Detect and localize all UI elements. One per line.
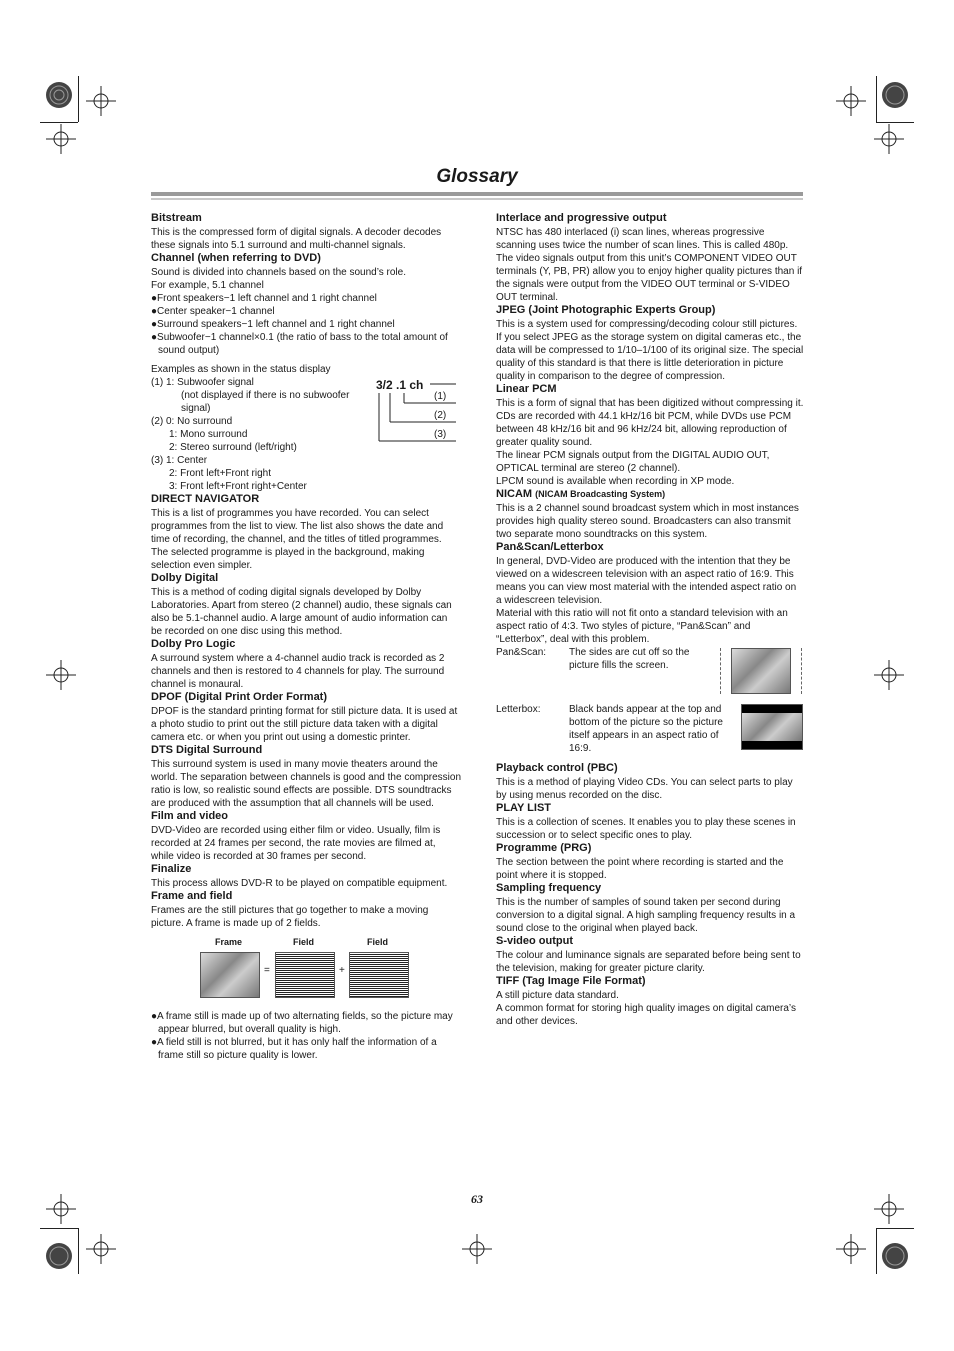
panscan-label: Pan&Scan: — [496, 647, 547, 658]
panscan-frame — [720, 648, 802, 694]
bullet-item: ●Front speakers−1 left channel and 1 right channel — [151, 293, 377, 304]
panscan-image — [731, 648, 791, 694]
entry-film-video — [151, 810, 461, 863]
entry-heading: DTS Digital Surround — [151, 744, 263, 756]
entry-dolby-pro-logic — [151, 638, 461, 691]
bullet-item: ●Center speaker−1 channel — [151, 306, 275, 317]
crosshair-icon — [46, 660, 76, 690]
entry-text: This surround system is used in many movie theaters around the world. The separation between channels is good and the compression ratio is low, so realistic sound effects are possible. DTS soundtracks are produced with the assumption that all channels will be used. — [151, 759, 462, 809]
title-rule — [151, 192, 803, 196]
status-line: (3) 1: Center — [151, 455, 208, 466]
entry-heading: Frame and field — [151, 890, 233, 902]
entry-heading: Sampling frequency — [496, 882, 602, 894]
entry-panscan — [496, 541, 804, 762]
letterbox-text: Black bands appear at the top and bottom of the picture so the picture itself appears in an aspect ratio of 16:9. — [569, 704, 723, 754]
crosshair-icon — [836, 86, 866, 116]
entry-bitstream — [151, 212, 461, 252]
entry-heading: Playback control (PBC) — [496, 762, 618, 774]
bullet-item: ●Subwoofer−1 channel×0.1 (the ratio of bass to the total amount of sound output) — [151, 332, 448, 356]
letterbox-image — [742, 713, 802, 741]
entry-heading — [496, 488, 804, 501]
bullet-item: ●A field still is not blurred, but it has only half the information of a frame still so picture quality is lower. — [151, 1037, 437, 1061]
panscan-figure — [496, 646, 804, 762]
entry-text: DPOF is the standard printing format for still picture data. It is used at a photo studio to print out the still picture data taken with a digital camera etc. or when you print out using a domestic printer. — [151, 706, 458, 743]
entry-text: This is a 2 channel sound broadcast system which in most instances provides high quality stereo sound. Broadcasters can also transmit two separate mono soundtracks on this system. — [496, 503, 799, 540]
entry-text: If you select JPEG as the storage system on digital cameras etc., the data will be compressed to 1/10–1/100 of its original size. The special quality of this standard is that there is little deterioration in picture quality in comparison to the degree of compression. — [496, 332, 804, 382]
entry-heading: Programme (PRG) — [496, 842, 592, 854]
entry-dolby-digital — [151, 572, 461, 638]
entry-text: This is a list of programmes you have recorded. You can select programmes from the list to view. The list also shows the date and time of recording, the channel, and the titles of titled programmes. The selected programme is played in the background, making selection even simpler. — [151, 508, 444, 571]
entry-text: A common format for storing high quality images on digital camera’s and other devices. — [496, 1003, 796, 1027]
panscan-text: The sides are cut off so the picture fills the screen. — [569, 647, 690, 671]
field-image — [275, 952, 335, 998]
entry-play-list — [496, 802, 804, 842]
entry-heading: Dolby Pro Logic — [151, 638, 236, 650]
status-line: (1) 1: Subwoofer signal — [151, 377, 254, 388]
title-rule-thin — [151, 198, 803, 200]
entry-text: NTSC has 480 interlaced (i) scan lines, whereas progressive scanning uses twice the number of scan lines. This is called 480p. The video signals output from this unit’s COMPONENT VIDEO OUT terminals (Y, PB, PR) allow you to enjoy higher quality pictures than if the signals were output from the VIDEO OUT terminal or S-VIDEO OUT terminal. — [496, 227, 803, 303]
entry-text: LPCM sound is available when recording in XP mode. — [496, 476, 735, 487]
channel-diagram-num: (3) — [434, 429, 447, 440]
entry-text: A surround system where a 4-channel audio track is recorded as 2 channels and then is restored to 4 channels for play. The surround channel is monaural. — [151, 653, 445, 690]
entry-frame-field — [151, 890, 461, 1062]
entry-heading-sub: (NICAM Broadcasting System) — [535, 489, 666, 499]
entry-direct-navigator — [151, 493, 461, 572]
frame-image — [200, 952, 260, 998]
entry-dpof — [151, 691, 461, 744]
field-caption: Field — [293, 937, 315, 947]
entry-text: In general, DVD-Video are produced with the intention that they be viewed on a widescreen television with an aspect ratio of 16:9. This means you can view most material with the intended aspect ratio on a widescreen television. — [496, 556, 797, 606]
entry-text: The colour and luminance signals are separated before being sent to the television, making for greater picture clarity. — [496, 950, 801, 974]
entry-heading: Bitstream — [151, 212, 202, 224]
status-line: (2) 0: No surround — [151, 416, 233, 427]
page-title: Glossary — [436, 166, 518, 187]
entry-text: This process allows DVD-R to be played on compatible equipment. — [151, 878, 448, 889]
status-line: 1: Mono surround — [169, 429, 248, 440]
registration-disc-icon — [44, 80, 74, 110]
channel-diagram-num: (1) — [434, 391, 447, 402]
entry-heading: Dolby Digital — [151, 572, 219, 584]
channel-diagram — [376, 379, 458, 449]
page-number: 63 — [471, 1192, 483, 1206]
crosshair-icon — [836, 1234, 866, 1264]
crosshair-icon — [462, 1234, 492, 1264]
entry-text: This is the compressed form of digital signals. A decoder decodes these signals into 5.1 surround and multi-channel signals. — [151, 227, 442, 251]
entry-text: A still picture data standard. — [496, 990, 619, 1001]
plus-sign: + — [339, 965, 345, 976]
entry-text: This is a system used for compressing/decoding colour still pictures. — [496, 319, 798, 330]
crosshair-icon — [86, 1234, 116, 1264]
registration-disc-icon — [880, 80, 910, 110]
bullet-item: ●Surround speakers−1 left channel and 1 right channel — [151, 319, 395, 330]
equals-sign: = — [264, 965, 270, 976]
entry-dts — [151, 744, 461, 810]
status-line: 2: Front left+Front right — [169, 468, 271, 479]
entry-text: This is a method of playing Video CDs. You can select parts to play by using menus recorded on the disc. — [496, 777, 793, 801]
field-caption: Field — [367, 937, 389, 947]
entry-text: This is a form of signal that has been digitized without compressing it. CDs are recorded with 44.1 kHz/16 bit PCM, while DVDs use PCM between 48 kHz/16 bit and 96 kHz/24 bit, allowing reproduction of greater quality sound. — [496, 398, 804, 448]
entry-text: This is a collection of scenes. It enables you to play these scenes in succession or to select specific ones to play. — [496, 817, 796, 841]
frame-caption: Frame — [215, 937, 243, 947]
entry-heading: S-video output — [496, 935, 573, 947]
entry-text: The section between the point where recording is started and the point where it is stopped. — [496, 857, 784, 881]
entry-heading: Linear PCM — [496, 383, 557, 395]
left-column — [151, 212, 461, 1062]
status-line: 2: Stereo surround (left/right) — [169, 442, 297, 453]
entry-channel — [151, 252, 461, 493]
entry-svideo — [496, 935, 804, 975]
entry-text: DVD-Video are recorded using either film or video. Usually, film is recorded at 24 frames per second, the rate movies are filmed at, while video is recorded at 30 frames per second. — [151, 825, 441, 862]
entry-text: This is the number of samples of sound taken per second during conversion to a digital signal. A high sampling frequency results in a sound close to the original when played back. — [496, 897, 796, 934]
entry-heading: TIFF (Tag Image File Format) — [496, 975, 646, 987]
entry-heading: PLAY LIST — [496, 802, 552, 814]
entry-programme — [496, 842, 804, 882]
entry-sampling — [496, 882, 804, 935]
registration-disc-icon — [880, 1241, 910, 1271]
entry-linear-pcm — [496, 383, 804, 488]
entry-tiff — [496, 975, 804, 1028]
entry-heading: Film and video — [151, 810, 229, 822]
entry-heading-main: NICAM — [496, 488, 533, 500]
entry-finalize — [151, 863, 461, 890]
entry-nicam — [496, 488, 804, 541]
frame-field-figure — [151, 934, 461, 1010]
crosshair-icon — [874, 124, 904, 154]
entry-heading: Finalize — [151, 863, 192, 875]
entry-interlace — [496, 212, 804, 304]
status-display-examples — [151, 363, 461, 493]
entry-heading: JPEG (Joint Photographic Experts Group) — [496, 304, 716, 316]
entry-heading: DIRECT NAVIGATOR — [151, 493, 260, 505]
status-line: 3: Front left+Front right+Center — [169, 481, 307, 492]
entry-heading: DPOF (Digital Print Order Format) — [151, 691, 328, 703]
channel-diagram-label: 3/2 .1 ch — [376, 378, 424, 392]
entry-heading: Pan&Scan/Letterbox — [496, 541, 604, 553]
entry-text: Frames are the still pictures that go together to make a moving picture. A frame is made up of 2 fields. — [151, 905, 429, 929]
right-column — [496, 212, 804, 1028]
entry-text: The linear PCM signals output from the DIGITAL AUDIO OUT, OPTICAL terminal are stereo (2 channel). — [496, 450, 770, 474]
entry-text: Material with this ratio will not fit onto a standard television with an aspect ratio of 4:3. Two styles of picture, “Pan&Scan” and “Letterbox”, deal with this problem. — [496, 608, 788, 645]
crosshair-icon — [46, 124, 76, 154]
status-line: signal) — [181, 403, 211, 414]
field-image — [349, 952, 409, 998]
entry-heading: Interlace and progressive output — [496, 212, 667, 224]
entry-text: Sound is divided into channels based on the sound’s role. — [151, 267, 406, 278]
entry-pbc — [496, 762, 804, 802]
registration-disc-icon — [44, 1241, 74, 1271]
entry-jpeg — [496, 304, 804, 383]
crosshair-icon — [86, 86, 116, 116]
entry-text: This is a method of coding digital signals developed by Dolby Laboratories. Apart from stereo (2 channel) audio, these signals can also be 5.1-channel audio. A large amount of audio information can be recorded on one disc using this method. — [151, 587, 452, 637]
letterbox-frame — [741, 704, 803, 750]
entry-text: For example, 5.1 channel — [151, 280, 264, 291]
status-intro: Examples as shown in the status display — [151, 364, 331, 375]
channel-diagram-num: (2) — [434, 410, 447, 421]
bullet-item: ●A frame still is made up of two alternating fields, so the picture may appear blurred, but overall quality is high. — [151, 1011, 453, 1035]
crosshair-icon — [874, 660, 904, 690]
status-line: (not displayed if there is no subwoofer — [181, 390, 350, 401]
letterbox-label: Letterbox: — [496, 704, 541, 715]
entry-heading: Channel (when referring to DVD) — [151, 252, 321, 264]
